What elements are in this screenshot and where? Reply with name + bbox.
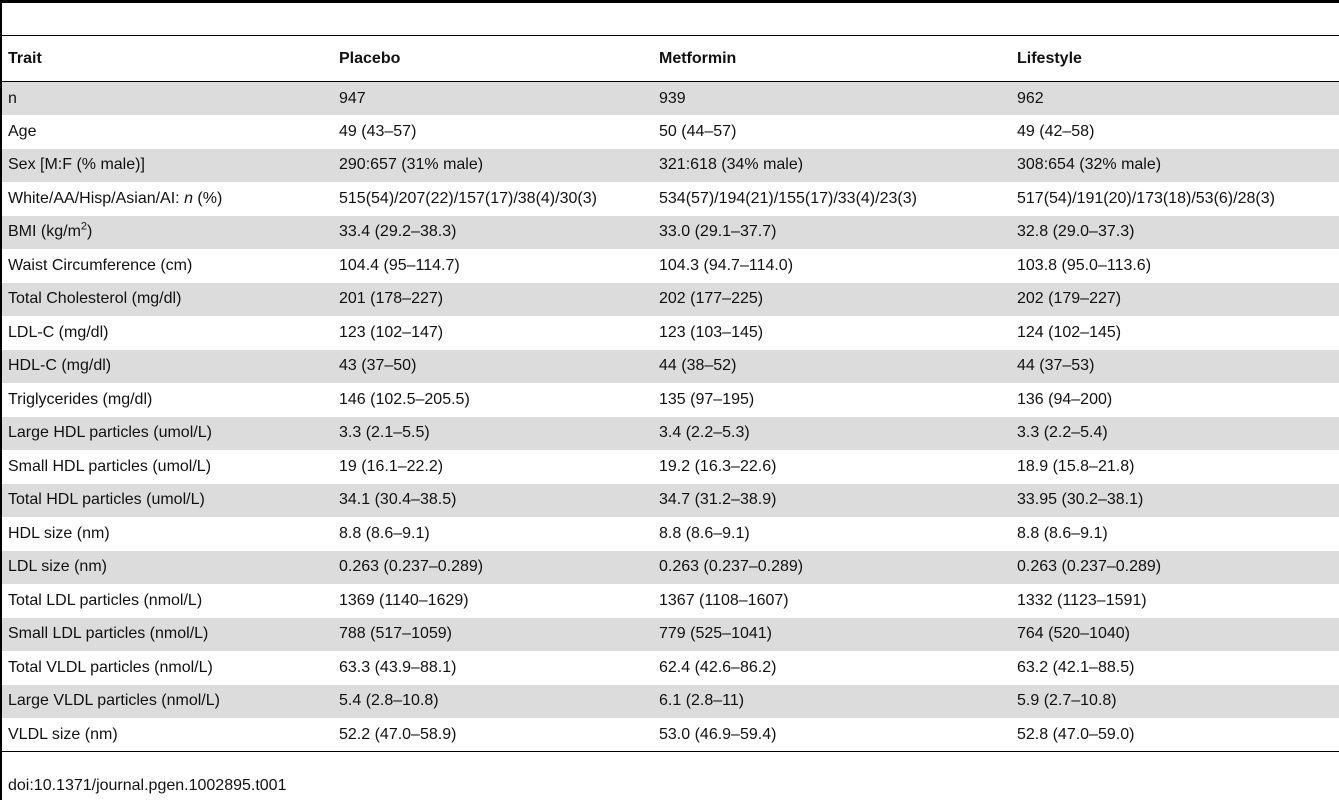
cell-metformin: 939 <box>659 89 686 107</box>
cell-placebo: 290:657 (31% male) <box>339 156 484 174</box>
cell-metformin: 44 (38–52) <box>659 357 737 375</box>
cell-trait: Waist Circumference (cm) <box>8 256 193 274</box>
cell-trait: VLDL size (nm) <box>2 718 333 752</box>
cell-placebo: 947 <box>339 89 366 107</box>
cell-placebo: 788 (517–1059) <box>339 625 452 643</box>
table-row <box>2 149 1339 183</box>
trait-text: BMI (kg/m <box>8 223 81 241</box>
cell-placebo: 63.3 (43.9–88.1) <box>339 658 457 676</box>
table-row <box>2 718 1339 752</box>
cell-lifestyle: 5.9 (2.7–10.8) <box>1017 692 1117 710</box>
cell-trait: HDL-C (mg/dl) <box>8 357 112 375</box>
cell-trait <box>2 216 333 250</box>
cell-lifestyle: 32.8 (29.0–37.3) <box>1017 223 1135 241</box>
cell-metformin: 123 (103–145) <box>659 323 764 341</box>
cell-placebo: 34.1 (30.4–38.5) <box>339 491 457 509</box>
cell-lifestyle: 52.8 (47.0–59.0) <box>1011 718 1339 752</box>
cell-lifestyle: 8.8 (8.6–9.1) <box>1017 524 1108 542</box>
cell-trait: Large HDL particles (umol/L) <box>8 424 212 442</box>
cell-lifestyle: 0.263 (0.237–0.289) <box>1017 558 1162 576</box>
cell-lifestyle: 18.9 (15.8–21.8) <box>1017 457 1135 475</box>
cell-placebo: 1369 (1140–1629) <box>339 591 469 609</box>
page-border-top <box>0 0 1339 3</box>
cell-lifestyle: 3.3 (2.2–5.4) <box>1017 424 1108 442</box>
table-row <box>2 618 1339 652</box>
header-lifestyle: Lifestyle <box>1011 36 1339 82</box>
trait-text: ) <box>87 223 93 241</box>
cell-lifestyle: 63.2 (42.1–88.5) <box>1017 658 1135 676</box>
cell-trait: n <box>8 89 17 107</box>
cell-metformin: 534(57)/194(21)/155(17)/33(4)/23(3) <box>659 189 917 207</box>
table-row <box>2 651 1339 685</box>
cell-trait: Triglycerides (mg/dl) <box>8 390 153 408</box>
cell-trait: LDL size (nm) <box>8 558 107 576</box>
cell-lifestyle: 962 <box>1017 89 1044 107</box>
cell-lifestyle: 124 (102–145) <box>1017 323 1122 341</box>
table-row <box>2 551 1339 585</box>
header-row <box>2 36 1339 82</box>
trait-text: White/AA/Hisp/Asian/AI: <box>8 189 185 207</box>
table-row <box>2 417 1339 451</box>
table-row <box>2 450 1339 484</box>
table-row <box>2 484 1339 518</box>
cell-lifestyle: 44 (37–53) <box>1017 357 1095 375</box>
table-row <box>2 115 1339 149</box>
table-row <box>2 249 1339 283</box>
cell-metformin: 6.1 (2.8–11) <box>659 692 745 710</box>
cell-lifestyle: 1332 (1123–1591) <box>1017 591 1147 609</box>
cell-metformin: 50 (44–57) <box>659 122 737 140</box>
cell-trait: Age <box>8 122 37 140</box>
header-placebo: Placebo <box>333 36 653 82</box>
cell-metformin: 33.0 (29.1–37.7) <box>659 223 777 241</box>
cell-placebo: 5.4 (2.8–10.8) <box>339 692 439 710</box>
cell-trait: Small HDL particles (umol/L) <box>8 457 212 475</box>
cell-placebo: 43 (37–50) <box>339 357 417 375</box>
cell-metformin: 135 (97–195) <box>659 390 755 408</box>
cell-metformin: 321:618 (34% male) <box>659 156 804 174</box>
cell-placebo: 123 (102–147) <box>339 323 444 341</box>
cell-placebo: 0.263 (0.237–0.289) <box>339 558 484 576</box>
table-row <box>2 584 1339 618</box>
cell-lifestyle: 33.95 (30.2–38.1) <box>1017 491 1144 509</box>
table-row <box>2 517 1339 551</box>
cell-lifestyle: 517(54)/191(20)/173(18)/53(6)/28(3) <box>1017 189 1275 207</box>
cell-lifestyle: 136 (94–200) <box>1017 390 1113 408</box>
cell-metformin: 19.2 (16.3–22.6) <box>659 457 777 475</box>
table-row <box>2 216 1339 250</box>
table-row <box>2 82 1339 116</box>
cell-lifestyle: 764 (520–1040) <box>1017 625 1130 643</box>
cell-trait <box>2 182 333 216</box>
table-row <box>2 383 1339 417</box>
cell-lifestyle: 308:654 (32% male) <box>1017 156 1162 174</box>
trait-italic: n <box>184 189 193 207</box>
cell-trait: Sex [M:F (% male)] <box>8 156 145 174</box>
cell-trait: LDL-C (mg/dl) <box>8 323 109 341</box>
cell-metformin: 0.263 (0.237–0.289) <box>659 558 804 576</box>
cell-placebo: 33.4 (29.2–38.3) <box>339 223 457 241</box>
header-trait: Trait <box>2 36 333 82</box>
cell-placebo: 19 (16.1–22.2) <box>339 457 444 475</box>
cell-placebo: 52.2 (47.0–58.9) <box>333 718 653 752</box>
cell-metformin: 8.8 (8.6–9.1) <box>659 524 750 542</box>
cell-placebo: 515(54)/207(22)/157(17)/38(4)/30(3) <box>339 189 597 207</box>
cell-metformin: 202 (177–225) <box>659 290 764 308</box>
cell-trait: Total Cholesterol (mg/dl) <box>8 290 182 308</box>
cell-metformin: 3.4 (2.2–5.3) <box>659 424 750 442</box>
table-row <box>2 182 1339 216</box>
cell-placebo: 3.3 (2.1–5.5) <box>339 424 430 442</box>
cell-trait: Large VLDL particles (nmol/L) <box>8 692 220 710</box>
cell-metformin: 34.7 (31.2–38.9) <box>659 491 777 509</box>
cell-placebo: 146 (102.5–205.5) <box>339 390 470 408</box>
cell-metformin: 779 (525–1041) <box>659 625 772 643</box>
cell-trait: Total LDL particles (nmol/L) <box>8 591 203 609</box>
trait-superscript: 2 <box>80 220 88 233</box>
cell-metformin: 53.0 (46.9–59.4) <box>653 718 1011 752</box>
table-row <box>2 685 1339 719</box>
cell-trait: Total HDL particles (umol/L) <box>8 491 205 509</box>
doi-caption: doi:10.1371/journal.pgen.1002895.t001 <box>8 777 287 794</box>
cell-metformin: 1367 (1108–1607) <box>659 591 789 609</box>
header-metformin: Metformin <box>653 36 1011 82</box>
cell-lifestyle: 103.8 (95.0–113.6) <box>1017 256 1152 274</box>
trait-text: (%) <box>192 189 223 207</box>
trait-table <box>2 35 1339 752</box>
table-header <box>2 36 1339 82</box>
cell-placebo: 8.8 (8.6–9.1) <box>339 524 430 542</box>
cell-placebo: 104.4 (95–114.7) <box>339 256 460 274</box>
table-row <box>2 283 1339 317</box>
cell-placebo: 201 (178–227) <box>339 290 444 308</box>
cell-trait: HDL size (nm) <box>8 524 110 542</box>
table-body <box>2 82 1339 752</box>
cell-lifestyle: 202 (179–227) <box>1017 290 1122 308</box>
cell-placebo: 49 (43–57) <box>339 122 417 140</box>
table-row <box>2 350 1339 384</box>
cell-trait: Total VLDL particles (nmol/L) <box>8 658 213 676</box>
cell-lifestyle: 49 (42–58) <box>1017 122 1095 140</box>
cell-trait: Small LDL particles (nmol/L) <box>8 625 209 643</box>
table-row <box>2 316 1339 350</box>
cell-metformin: 104.3 (94.7–114.0) <box>659 256 794 274</box>
cell-metformin: 62.4 (42.6–86.2) <box>659 658 777 676</box>
